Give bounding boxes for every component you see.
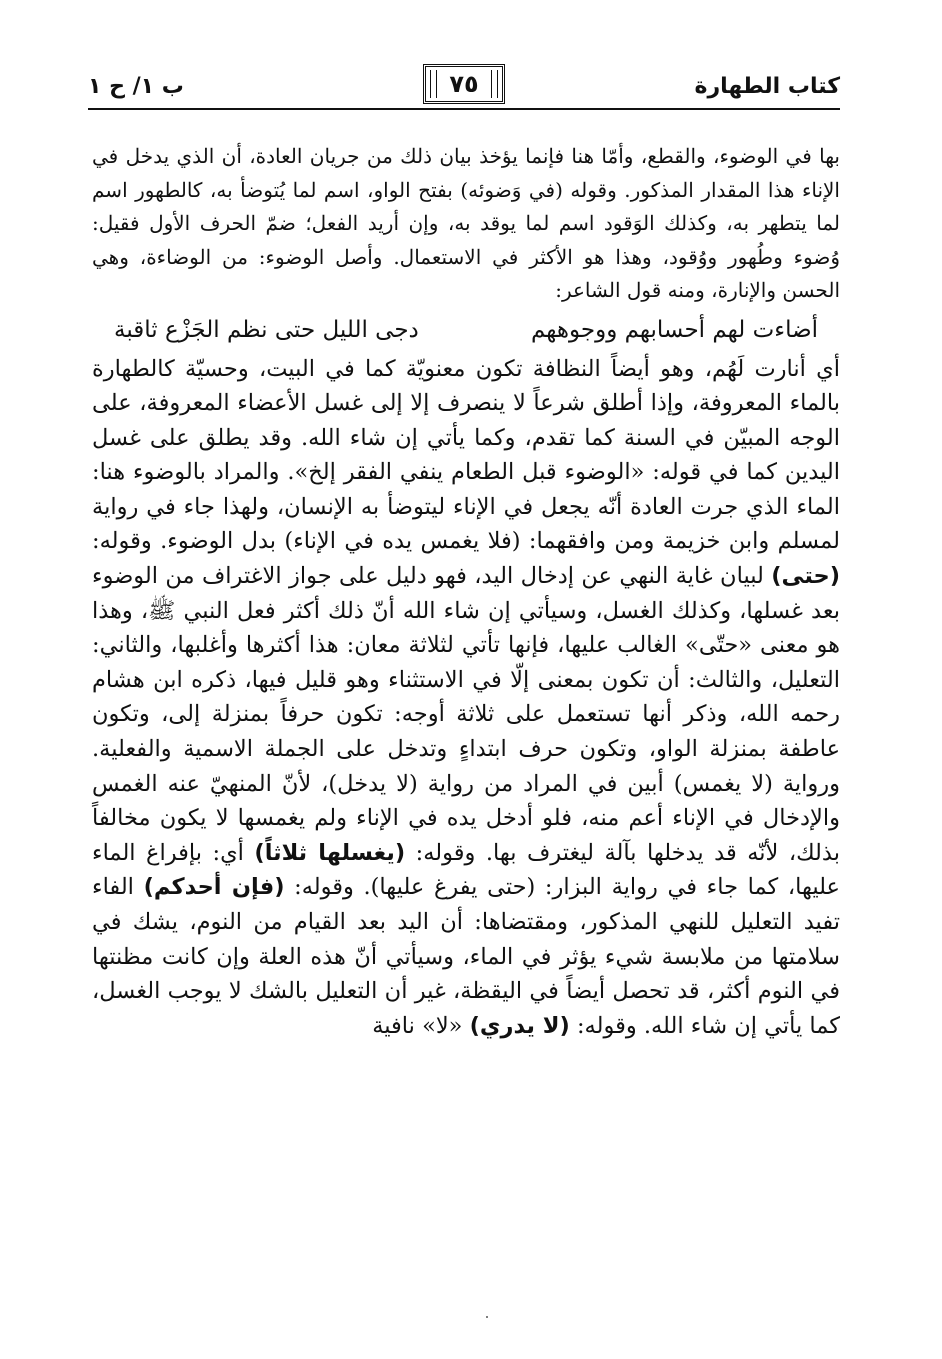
paragraph-2-text-2: لبيان غاية النهي عن إدخال اليد، فهو دليل على جواز الاغتراف من الوضوء بعد غسلها، وكذلك الغسل، وسيأتي إن شاء الله أنّ ذلك أكثر فعل النبي ﷺ، وهذا هو معنى «حتّى» الغالب عليها، فإنها تأتي لثلاثة معان: هذا أكثرها وأغلبها، والثاني: التعليل، والثالث: أن تكون بمعنى إلّا في الاستثناء وهو قليل فيها، ذكره ابن هشام رحمه الله، وذكر أنها تستعمل على ثلاثة أوجه: تكون حرفاً بمنزلة إلى، وتكون عاطفة بمنزلة الواو، وتكون حرف ابتداءٍ وتدخل على الجملة الاسمية والفعلية. ورواية (لا يغمس) أبين في المراد من رواية (لا يدخل)، لأنّ المنهيّ عنه الغمس والإدخال في الإناء أعم منه، فلو أدخل يده في الإناء ولم يغمسها لا يكون مخالفاً بذلك، لأنّه قد يدخلها بآلة ليغترف بها. وقوله:	[92, 563, 840, 866]
paragraph-2-text-1: أي أنارت لَهُم، وهو أيضاً النظافة تكون معنويّة كما في البيت، وحسيّة كالطهارة بالماء المعروفة، وإذا أطلق شرعاً لا ينصرف إلا إلى غسل الأعضاء المعروفة، على الوجه المبيّن في السنة كما تقدم، وكما يأتي إن شاء الله. وقد يطلق على غسل اليدين كما في قوله: «الوضوء قبل الطعام ينفي الفقر إلخ». والمراد بالوضوء هنا: الماء الذي جرت العادة أنّه يجعل في الإناء ليتوضأ به الإنسان، ولهذا جاء في رواية لمسلم وابن خزيمة ومن وافقهما: (فلا يغمس يده في الإناء) بدل الوضوء. وقوله:	[92, 355, 840, 555]
page-header	[88, 62, 840, 112]
page-number-frame	[423, 64, 505, 104]
page-number: ٧٥	[449, 70, 479, 98]
quoted-term-fainna-ahadakum: (فإن أحدكم)	[143, 874, 285, 901]
paragraph-2-text-4: الفاء تفيد التعليل للنهي المذكور، ومقتضاها: أن اليد بعد القيام من النوم، يشك في سلامتها من ملابسة شيء يؤثر في الماء، وسيأتي أنّ هذه العلة وإن كانت مظنتها في النوم أكثر، قد تحصل أيضاً في اليقظة، غير أن التعليل بالشك لا يوجب الغسل، كما يأتي إن شاء الله. وقوله:	[92, 874, 840, 1039]
book-title: كتاب الطهارة	[694, 74, 840, 99]
paragraph-1: بها في الوضوء، والقطع، وأمّا هنا فإنما يؤخذ بيان ذلك من جريان العادة، أن الذي يدخل في الإناء هذا المقدار المذكور. وقوله (في وَضوئه) بفتح الواو، اسم لما يُتوضأ به، كالطهور اسم لما يتطهر به، وكذلك الوَقود اسم لما يوقد به، وإن أريد الفعل؛ ضمّ الحرف الأول فقيل: وُضوء وطُهور ووُقود، وهذا هو الأكثر في الاستعمال. وأصل الوضوء: من الوضاءة، وهي الحسن والإنارة، ومنه قول الشاعر:	[92, 144, 840, 302]
verse-hemistich-2: دجى الليل حتى نظم الجَزْع ثاقبة	[114, 316, 419, 343]
paragraph-2-text-5: «لا» نافية	[372, 1012, 470, 1039]
paragraph-2	[92, 352, 840, 1044]
quoted-term-yaghsiluha: (يغسلها ثلاثاً)	[254, 839, 406, 866]
verse-hemistich-1: أضاءت لهم أحسابهم ووجوههم	[530, 316, 818, 343]
quoted-term-la-yadri: (لا يدري)	[469, 1012, 570, 1039]
quoted-term-hatta: (حتى)	[771, 563, 840, 590]
poetry-verse	[92, 312, 840, 348]
header-divider	[88, 108, 840, 110]
chapter-reference: ب ١/ ح ١	[88, 74, 184, 99]
paragraph-2-text-3: أي: بإفراغ الماء عليها، كما جاء في رواية البزار: (حتى يفرغ عليها). وقوله:	[92, 839, 840, 901]
scan-speck	[486, 1316, 488, 1318]
page-body	[92, 140, 840, 1043]
